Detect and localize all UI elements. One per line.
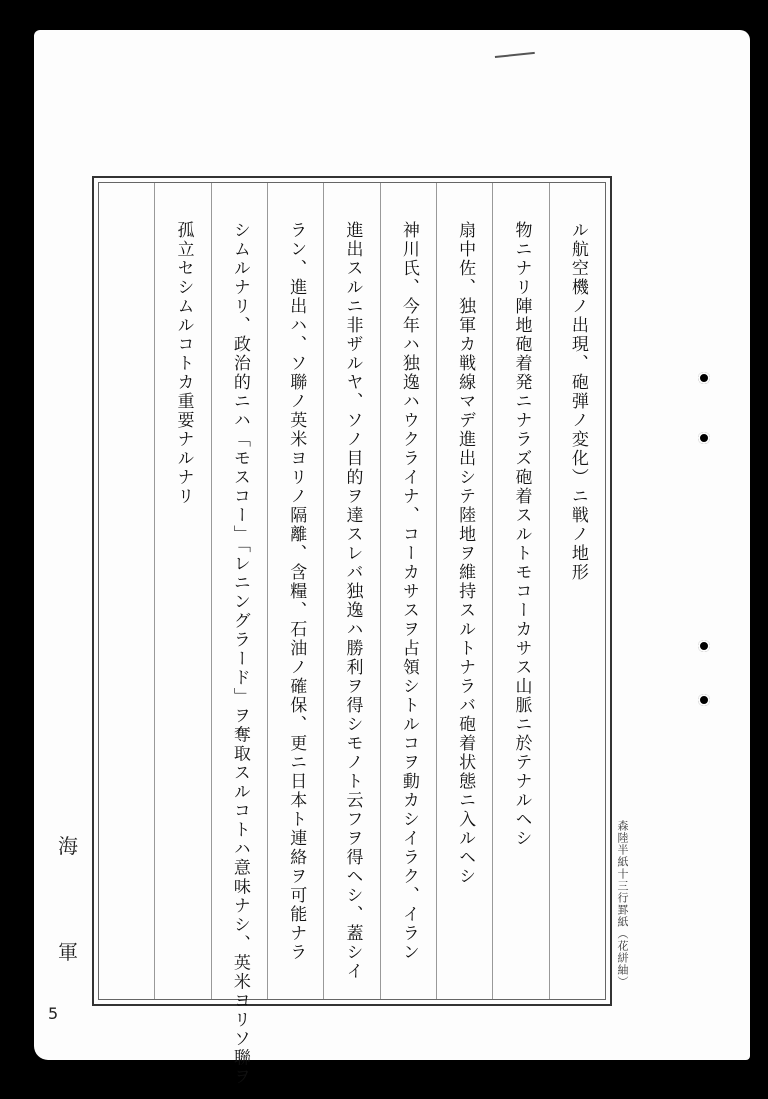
- text-column: [267, 183, 323, 999]
- manuscript-page: [34, 30, 750, 1087]
- column-text: シムルナリ、政治的ニハ「モスコー」「レニングラード」ヲ奪取スルコトハ意味ナシ、英米ヨリソ聯ヲ: [229, 221, 250, 1087]
- column-text: ラン、進出ハ、ソ聯ノ英米ヨリノ隔離、含糧、石油ノ確保、更ニ日本ト連絡ヲ可能ナラ: [286, 221, 307, 962]
- column-text: 進出スルニ非ザルヤ、ソノ目的ヲ達スレバ独逸ハ勝利ヲ得シモノト云フヲ得ヘシ、蓋シイ: [342, 221, 363, 981]
- column-text: 孤立セシムルコトカ重要ナルナリ: [173, 221, 194, 506]
- binding-hole: [698, 640, 710, 652]
- empty-column: [99, 183, 154, 999]
- text-column: [492, 183, 548, 999]
- margin-char-kai: 海: [58, 834, 78, 858]
- text-column: [323, 183, 379, 999]
- column-text: 神川氏、今年ハ独逸ハウクライナ、コーカサスヲ占領シトルコヲ動カシイラク、イラン: [398, 221, 419, 962]
- text-column: [154, 183, 210, 999]
- text-column: [380, 183, 436, 999]
- column-text: 扇中佐、独軍カ戦線マデ進出シテ陸地ヲ維持スルトナラバ砲着状態ニ入ルヘシ: [455, 221, 476, 886]
- binding-hole: [698, 694, 710, 706]
- binding-hole: [698, 432, 710, 444]
- top-ink-mark: [493, 36, 535, 58]
- column-grid: [98, 182, 606, 1087]
- page-number: 5: [48, 1004, 59, 1023]
- column-text: 物ニナリ陣地砲着発ニナラズ砲着スルトモコーカサス山脈ニ於テナルヘシ: [511, 221, 532, 848]
- binding-hole: [698, 372, 710, 384]
- paper-label: 森陸半紙十三行罫紙（花絣紬）: [616, 820, 629, 988]
- text-column: [436, 183, 492, 999]
- ruled-frame: [92, 176, 612, 1087]
- text-column: [549, 183, 605, 999]
- margin-char-gun: 軍: [58, 940, 78, 964]
- column-text: ル航空機ノ出現、砲弾ノ変化）ニ戦ノ地形: [567, 221, 588, 582]
- text-column: [211, 183, 267, 1087]
